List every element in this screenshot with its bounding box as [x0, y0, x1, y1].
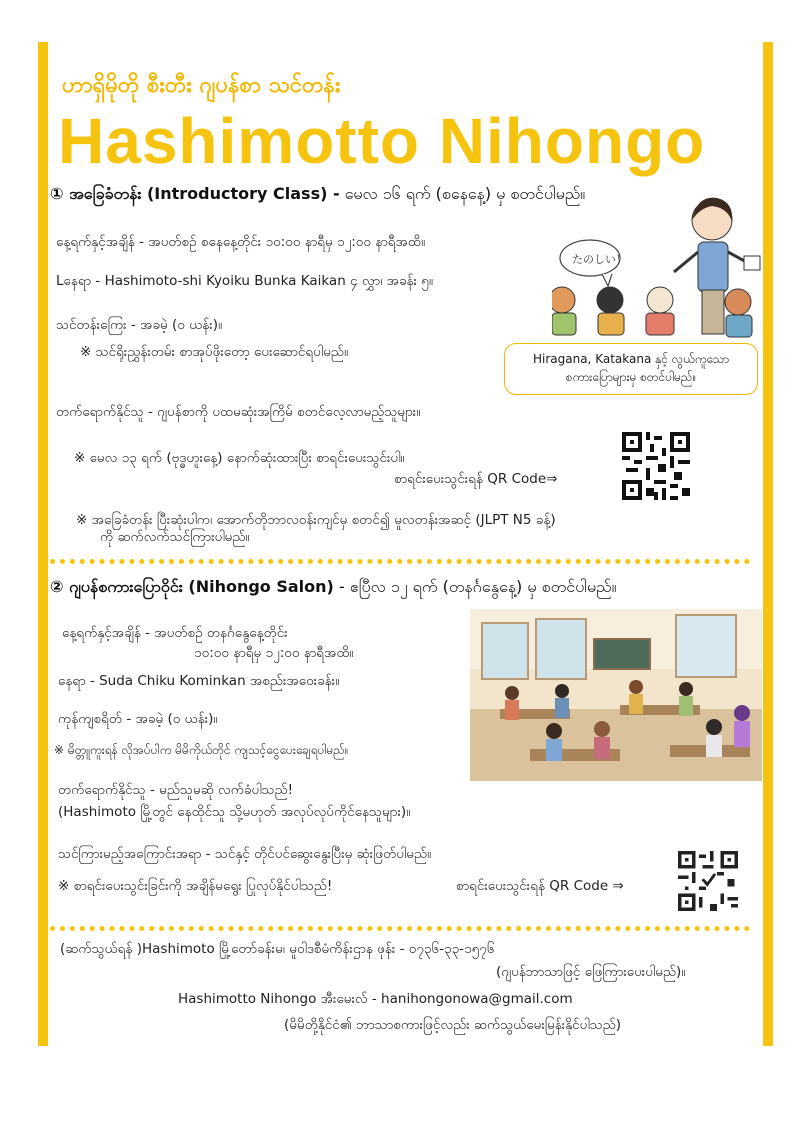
section2-heading-bold: ② ဂျပန်စကားပြောဝိုင်း (Nihongo Salon) — [50, 577, 334, 596]
section1-time: နေ့ရက်နှင့်အချိန် - အပတ်စဉ် စနေနေ့တိုင်း ၁၀:၀၀ နာရီမှ ၁၂:၀၀ နာရီအထိ။ — [56, 234, 426, 250]
teacher-class-illustration — [552, 190, 762, 340]
section-divider — [50, 559, 750, 564]
section2-fee: ကုန်ကျစရိတ် - အခမဲ့ (၀ ယန်း)။ — [58, 711, 218, 727]
section1-heading — [50, 183, 585, 207]
section1-fee-note: ※ သင်ရိုးညွှန်းတမ်း စာအုပ်ဖိုးတော့ ပေးဆောင်ရပါမည်။ — [80, 344, 349, 360]
section2-time-1: နေ့ရက်နှင့်အချိန် - အပတ်စဉ် တနင်္ဂနွေနေ့တိုင်း — [62, 625, 288, 641]
speech-bubble-text: たのしい！ — [572, 253, 627, 266]
right-border-bar — [763, 42, 773, 1046]
section1-after-note-2: ကို ဆက်လက်သင်ကြားပါမည်။ — [100, 529, 250, 545]
classroom-illustration — [470, 609, 762, 781]
footer-email[interactable]: Hashimotto Nihongo အီးမေးလ် - hanihongonowa@gmail.com — [178, 991, 573, 1007]
section1-qr-label: စာရင်းပေးသွင်းရန် QR Code⇒ — [394, 471, 558, 487]
course-callout-box — [504, 343, 758, 395]
section2-place: နေရာ - Suda Chiku Kominkan အစည်းအဝေးခန်း။ — [58, 673, 340, 689]
section1-after-note-1: ※ အခြေခံတန်း ပြီးဆုံးပါက၊ အောက်တိုဘာလ၀န်းကျင်မှ စတင်၍ မူလတန်းအဆင့် (JLPT N5 ခန့်) — [76, 512, 556, 528]
section2-topic: သင်ကြားမည့်အကြောင်းအရာ - သင်နှင့် တိုင်ပင်ဆွေးနွေးပြီးမှ ဆုံးဖြတ်ပါမည်။ — [58, 846, 432, 862]
footer-divider — [50, 926, 750, 931]
section2-heading — [50, 576, 616, 600]
section2-target-1: တက်ရောက်နိုင်သူ - မည်သူမဆို လက်ခံပါသည်! — [58, 782, 294, 798]
callout-line-1: Hiragana, Katakana နှင့် လွယ်ကူသော — [532, 352, 730, 366]
section1-deadline: ※ မေလ ၁၃ ရက် (ဗုဒ္ဓဟူးနေ့) နောက်ဆုံးထားပြီး စာရင်းပေးသွင်းပါ။ — [74, 450, 405, 466]
section1-heading-rest: မေလ ၁၆ ရက် (စနေနေ့) မှ စတင်ပါမည်။ — [339, 184, 586, 203]
section2-time-2: ၁၀:၀၀ နာရီမှ ၁၂:၀၀ နာရီအထိ။ — [194, 645, 354, 661]
section2-qr-label: စာရင်းပေးသွင်းရန် QR Code ⇒ — [456, 878, 624, 894]
section2-register-note: ※ စာရင်းပေးသွင်းခြင်းကို အချိန်မရွေး ပြုလုပ်နိုင်ပါသည်! — [58, 878, 333, 894]
footer-contact-2: (ဂျပန်ဘာသာဖြင့် ဖြေကြားပေးပါမည်)။ — [496, 964, 686, 980]
section1-place: Lနေရာ - Hashimoto-shi Kyoiku Bunka Kaikan ၄ လွှာ၊ အခန်း ၅။ — [56, 273, 433, 289]
section2-fee-note: ※ မိတ္တူကူးရန် လိုအပ်ပါက မိမိကိုယ်တိုင် ကျသင့်ငွေပေးချေရပါမည်။ — [54, 743, 349, 757]
footer-contact-1: (ဆက်သွယ်ရန် )Hashimoto မြို့တော်ခန်းမ၊ မူဝါဒစီမံကိန်းဌာန ဖုန်း - ၀၇၃၆-၃၃-၁၅၇၆ — [60, 941, 495, 957]
callout-line-2: စကားပြောများမှ စတင်ပါမည်။ — [565, 370, 697, 384]
page-title: Hashimotto Nihongo — [58, 105, 706, 177]
section2-heading-rest: - ဧပြီလ ၁၂ ရက် (တနင်္ဂနွေနေ့) မှ စတင်ပါမည်။ — [333, 577, 617, 596]
section1-heading-bold: ① အခြေခံတန်း (Introductory Class) - — [50, 184, 340, 203]
section1-fee: သင်တန်းကြေး - အခမဲ့ (၀ ယန်း)။ — [56, 317, 223, 333]
section1-target: တက်ရောက်နိုင်သူ - ဂျပန်စာကို ပထမဆုံးအကြိမ် စတင်လေ့လာမည့်သူများ။ — [56, 404, 421, 420]
section2-target-2: (Hashimoto မြို့တွင် နေထိုင်သူ သို့မဟုတ် အလုပ်လုပ်ကိုင်နေသူများ)။ — [58, 804, 411, 820]
section2-qr-code[interactable] — [678, 851, 738, 911]
footer-language-note: (မိမိတို့နိုင်ငံ၏ ဘာသာစကားဖြင့်လည်း ဆက်သွယ်မေးမြန်းနိုင်ပါသည်) — [284, 1017, 622, 1033]
left-border-bar — [38, 42, 48, 1046]
subtitle: ဟာရှိမိုတို စီးတီး ဂျပန်စာ သင်တန်း — [62, 73, 341, 98]
section1-qr-code[interactable] — [622, 432, 690, 500]
